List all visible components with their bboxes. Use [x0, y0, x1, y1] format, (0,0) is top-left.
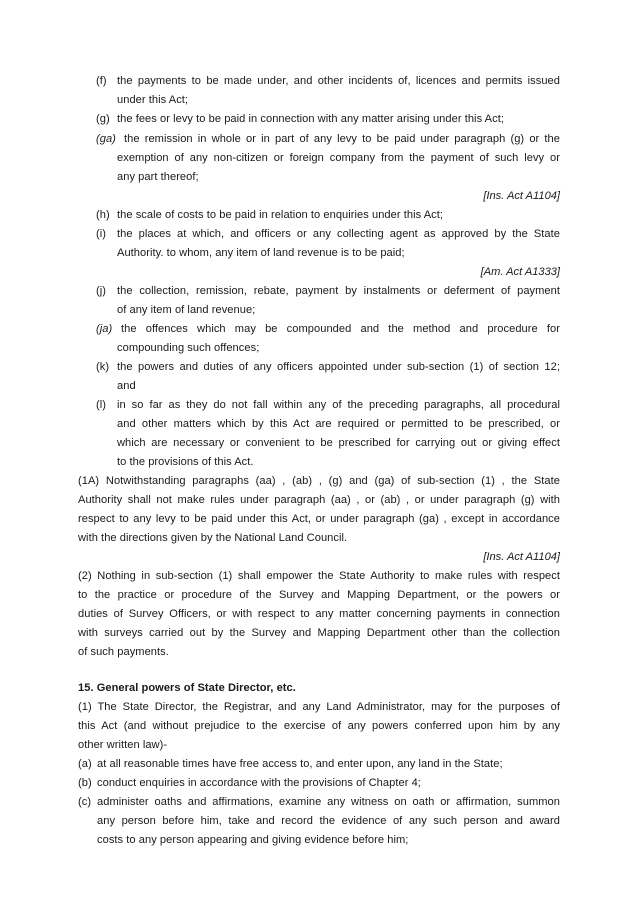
item-label-l: (l) [96, 399, 107, 411]
item-ga-line-2: exemption of any non-citizen or foreign company from the payment of such levy or [117, 152, 560, 164]
item-label-c: (c) [78, 796, 92, 808]
para-1A-line-1: (1A) Notwithstanding paragraphs (aa) , (ab) , (g) and (ga) of sub-section (1) , the State [78, 475, 560, 487]
item-label-j: (j) [96, 285, 107, 297]
item-c-line-2: any person before him, take and record the evidence of any such person and award [97, 815, 560, 827]
item-k-line-2: and [117, 380, 136, 392]
item-j-line-2: of any item of land revenue; [117, 304, 256, 316]
amendment-note: [Ins. Act A1104] [483, 190, 560, 202]
item-b-line-1: conduct enquiries in accordance with the provisions of Chapter 4; [97, 777, 421, 789]
item-label-f: (f) [96, 75, 107, 87]
item-label-h: (h) [96, 209, 110, 221]
item-l-line-2: and other matters which by this Act are required or permitted to be prescribed, or [117, 418, 560, 430]
para-2-line-2: to the practice or procedure of the Survey and Mapping Department, or the powers or [78, 589, 560, 601]
item-ga-line-3: any part thereof; [117, 171, 199, 183]
para-1A-line-3: respect to any levy to be paid under this Act, or under paragraph (ga) , except in accordance [78, 513, 560, 525]
para-1A-line-2: Authority shall not make rules under paragraph (aa) , or (ab) , or under paragraph (g) with [78, 494, 560, 506]
amendment-note: [Ins. Act A1104] [483, 551, 560, 563]
item-label-ga: (ga) [96, 133, 116, 145]
item-l-line-4: to the provisions of this Act. [117, 456, 254, 468]
item-label-g: (g) [96, 113, 110, 125]
item-h-line-1: the scale of costs to be paid in relation to enquiries under this Act; [117, 209, 444, 221]
para-2-line-5: of such payments. [78, 646, 169, 658]
para-1A-line-4: with the directions given by the National Land Council. [78, 532, 348, 544]
item-ja-line-1: the offences which may be compounded and the method and procedure for [121, 323, 560, 335]
item-c-line-1: administer oaths and affirmations, examine any witness on oath or affirmation, summon [97, 796, 560, 808]
item-f-line-1: the payments to be made under, and other incidents of, licences and permits issued [117, 75, 560, 87]
item-label-ja: (ja) [96, 323, 113, 335]
item-c-line-3: costs to any person appearing and giving evidence before him; [97, 834, 409, 846]
section-15-intro-line-2: this Act (and without prejudice to the exercise of any powers conferred upon him by any [78, 720, 560, 732]
section-15-intro-line-3: other written law)- [78, 739, 168, 751]
item-f-line-2: under this Act; [117, 94, 189, 106]
section-heading: 15. General powers of State Director, etc. [78, 682, 296, 694]
item-i-line-2: Authority. to whom, any item of land revenue is to be paid; [117, 247, 405, 259]
item-l-line-1: in so far as they do not fall within any of the preceding paragraphs, all procedural [117, 399, 560, 411]
para-2-line-1: (2) Nothing in sub-section (1) shall empower the State Authority to make rules with respect [78, 570, 560, 582]
item-k-line-1: the powers and duties of any officers appointed under sub-section (1) of section 12; [117, 361, 560, 373]
item-l-line-3: which are necessary or convenient to be prescribed for carrying out or giving effect [117, 437, 560, 449]
item-label-a: (a) [78, 758, 92, 770]
item-i-line-1: the places at which, and officers or any collecting agent as approved by the State [117, 228, 560, 240]
item-label-b: (b) [78, 777, 92, 789]
item-label-k: (k) [96, 361, 110, 373]
para-2-line-3: duties of Survey Officers, or with respect to any matter concerning payments in connection [78, 608, 560, 620]
para-2-line-4: with surveys carried out by the Survey and Mapping Department other than the collection [78, 627, 560, 639]
item-label-i: (i) [96, 228, 107, 240]
section-15-intro-line-1: (1) The State Director, the Registrar, and any Land Administrator, may for the purposes of [78, 701, 560, 713]
item-ga-line-1: the remission in whole or in part of any levy to be paid under paragraph (g) or the [124, 133, 560, 145]
item-j-line-1: the collection, remission, rebate, payment by instalments or deferment of payment [117, 285, 560, 297]
amendment-note: [Am. Act A1333] [480, 266, 560, 278]
item-g-line-1: the fees or levy to be paid in connection with any matter arising under this Act; [117, 113, 504, 125]
item-ja-line-2: compounding such offences; [117, 342, 260, 354]
item-a-line-1: at all reasonable times have free access to, and enter upon, any land in the State; [97, 758, 503, 770]
